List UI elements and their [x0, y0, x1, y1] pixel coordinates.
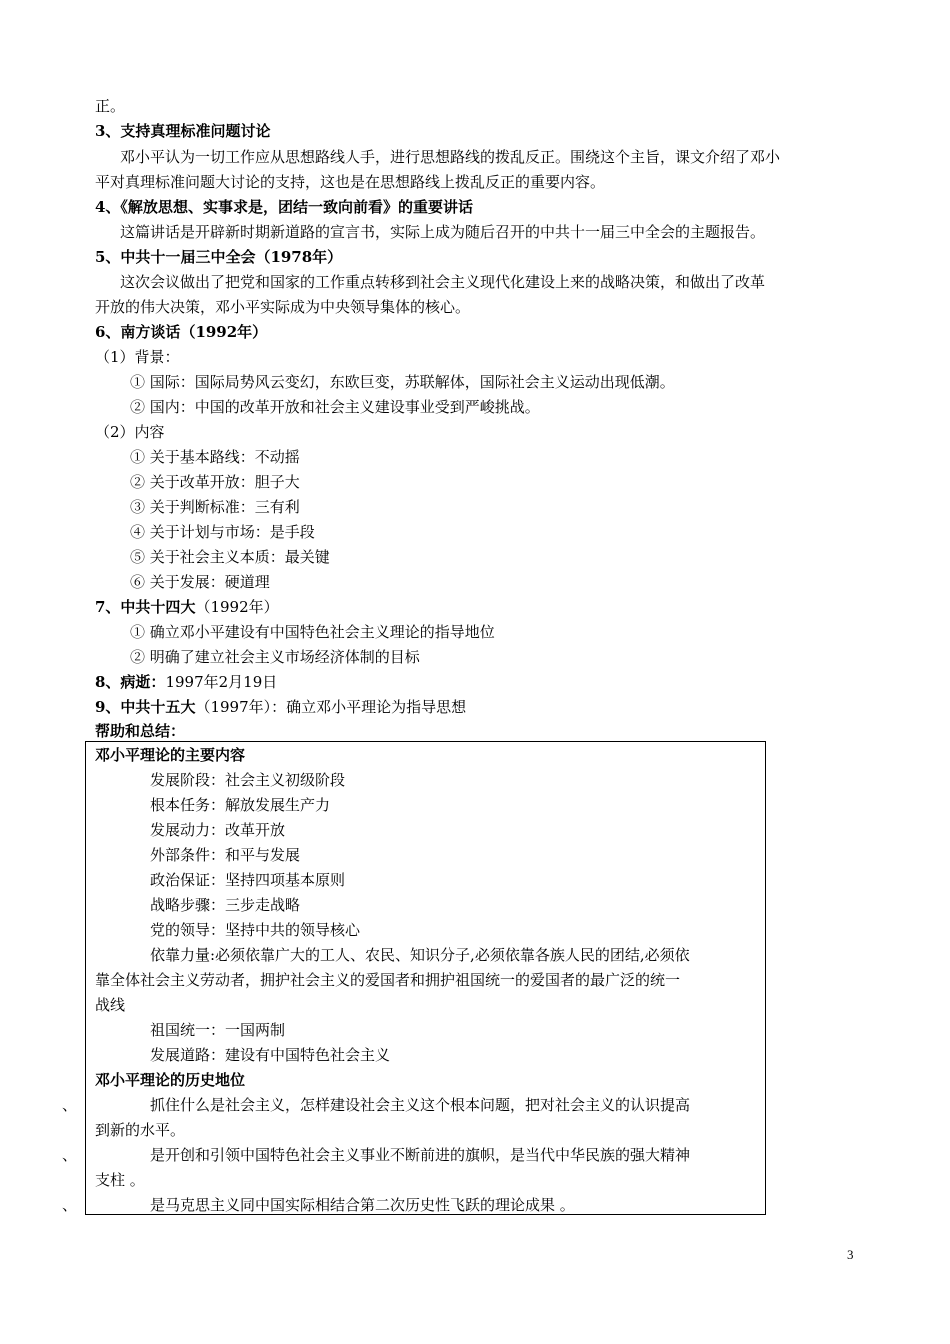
box-reliance-3: 战线 — [95, 996, 126, 1014]
box-reliance-1: 依靠力量:必须依靠广大的工人、农民、知识分子,必须依靠各族人民的团结,必须依 — [150, 946, 690, 964]
intro-tail: 正。 — [95, 97, 126, 115]
section-6-content-item: ③ 关于判断标准：三有利 — [130, 498, 300, 516]
box-heading-historical-status: 邓小平理论的历史地位 — [95, 1071, 246, 1089]
box-status-2a: 是开创和引领中国特色社会主义事业不断前进的旗帜，是当代中华民族的强大精神 — [150, 1146, 691, 1164]
section-6-title: 6、南方谈话（1992年） — [95, 323, 268, 341]
section-6-content-item: ④ 关于计划与市场：是手段 — [130, 523, 315, 541]
section-9-text: （1997年）：确立邓小平理论为指导思想 — [195, 698, 467, 716]
section-6-content-label: （2）内容 — [95, 423, 165, 441]
section-7-item: ① 确立邓小平建设有中国特色社会主义理论的指导地位 — [130, 623, 495, 641]
list-tick-mark: 、 — [62, 1196, 78, 1214]
section-5-title: 5、中共十一届三中全会（1978年） — [95, 248, 343, 266]
box-item: 外部条件：和平与发展 — [150, 846, 301, 864]
section-7-item: ② 明确了建立社会主义市场经济体制的目标 — [130, 648, 420, 666]
section-9-title: 9、中共十五大 — [95, 698, 196, 716]
list-tick-mark: 、 — [62, 1096, 78, 1114]
section-4-title: 4、《解放思想、实事求是，团结一致向前看》的重要讲话 — [95, 198, 473, 216]
section-4-body-1: 这篇讲话是开辟新时期新道路的宣言书，实际上成为随后召开的中共十一届三中全会的主题报告。 — [120, 223, 766, 241]
section-8-heading — [95, 670, 865, 695]
section-6-background-item: ① 国际：国际局势风云变幻，东欧巨变，苏联解体，国际社会主义运动出现低潮。 — [130, 373, 675, 391]
box-item: 发展道路：建设有中国特色社会主义 — [150, 1046, 391, 1064]
section-3-title: 3、支持真理标准问题讨论 — [95, 122, 271, 140]
page-number: 3 — [847, 1247, 854, 1262]
section-5-body-2: 开放的伟大决策，邓小平实际成为中央领导集体的核心。 — [95, 298, 471, 316]
section-6-content-item: ⑤ 关于社会主义本质：最关键 — [130, 548, 330, 566]
section-3-body-1: 邓小平认为一切工作应从思想路线人手，进行思想路线的拨乱反正。围绕这个主旨，课文介绍了邓小 — [120, 148, 781, 166]
section-5-body-1: 这次会议做出了把党和国家的工作重点转移到社会主义现代化建设上来的战略决策，和做出了改革 — [120, 273, 766, 291]
box-item: 政治保证：坚持四项基本原则 — [150, 871, 346, 889]
box-heading-main-content: 邓小平理论的主要内容 — [95, 746, 246, 764]
section-7-heading — [95, 595, 865, 620]
box-item: 根本任务：解放发展生产力 — [150, 796, 331, 814]
section-7-title: 7、中共十四大 — [95, 598, 196, 616]
section-6-content-item: ① 关于基本路线：不动摇 — [130, 448, 300, 466]
box-item: 战略步骤：三步走战略 — [150, 896, 301, 914]
list-tick-mark: 、 — [62, 1146, 78, 1164]
section-6-content-item: ② 关于改革开放：胆子大 — [130, 473, 300, 491]
box-status-2b: 支柱 。 — [95, 1171, 145, 1189]
section-7-year: （1992年） — [195, 598, 279, 616]
section-6-content-item: ⑥ 关于发展：硬道理 — [130, 573, 270, 591]
summary-label: 帮助和总结： — [95, 722, 186, 740]
box-item: 发展动力：改革开放 — [150, 821, 286, 839]
section-6-background-item: ② 国内：中国的改革开放和社会主义建设事业受到严峻挑战。 — [130, 398, 540, 416]
box-status-1a: 抓住什么是社会主义，怎样建设社会主义这个根本问题，把对社会主义的认识提高 — [150, 1096, 691, 1114]
box-reliance-2: 靠全体社会主义劳动者，拥护社会主义的爱国者和拥护祖国统一的爱国者的最广泛的统一 — [95, 971, 681, 989]
section-8-date: 1997年2月19日 — [165, 673, 278, 691]
section-6-background-label: （1）背景： — [95, 348, 180, 366]
section-9-heading — [95, 695, 865, 720]
box-status-3: 是马克思主义同中国实际相结合第二次历史性飞跃的理论成果 。 — [150, 1196, 575, 1214]
section-8-title: 8、病逝： — [95, 673, 166, 691]
section-3-body-2: 平对真理标准问题大讨论的支持，这也是在思想路线上拨乱反正的重要内容。 — [95, 173, 606, 191]
box-item: 祖国统一：一国两制 — [150, 1021, 286, 1039]
box-item: 党的领导：坚持中共的领导核心 — [150, 921, 361, 939]
box-status-1b: 到新的水平。 — [95, 1121, 186, 1139]
box-item: 发展阶段：社会主义初级阶段 — [150, 771, 346, 789]
